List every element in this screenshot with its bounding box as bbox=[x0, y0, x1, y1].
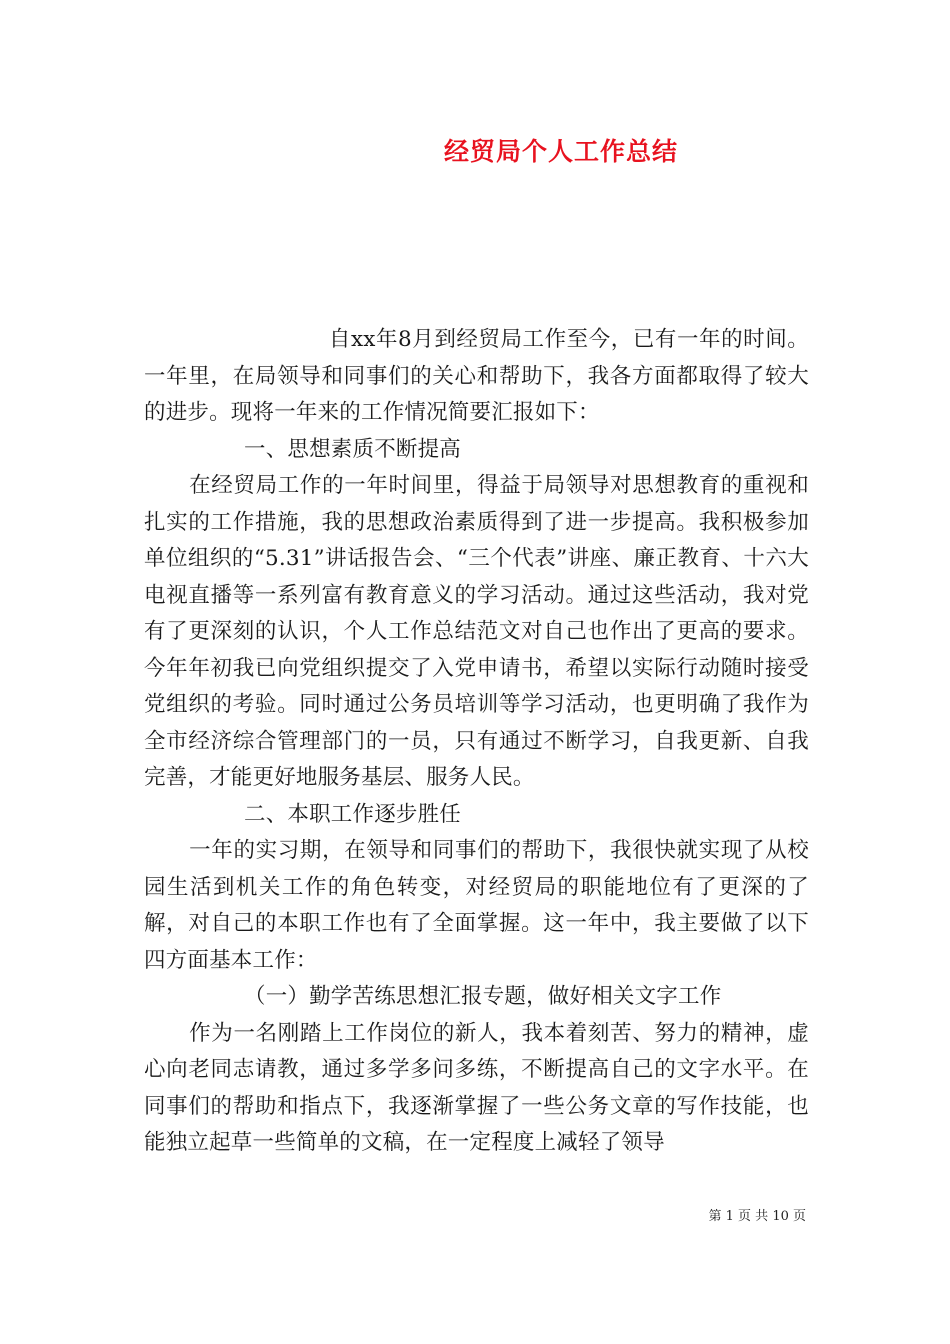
subsection-1-paragraph: 作为一名刚踏上工作岗位的新人，我本着刻苦、努力的精神，虚心向老同志请教，通过多学多问多练，不断提高自己的文字水平。在同事们的帮助和指点下，我逐渐掌握了一些公务文章的写作技能，也能独立起草一些简单的文稿，在一定程度上减轻了领导 bbox=[144, 1020, 809, 1155]
subsection-heading-1: （一）勤学苦练思想汇报专题，做好相关文字工作 bbox=[244, 984, 722, 1009]
section-heading-1: 一、思想素质不断提高 bbox=[244, 436, 462, 462]
document-title: 经贸局个人工作总结 bbox=[443, 137, 678, 166]
page-number-footer: 第 1 页 共 10 页 bbox=[708, 1209, 806, 1224]
document-body bbox=[144, 322, 809, 1162]
section-1-paragraph: 在经贸局工作的一年时间里，得益于局领导对思想教育的重视和扎实的工作措施，我的思想政治素质得到了进一步提高。我积极参加单位组织的“5.31”讲话报告会、“三个代表”讲座、廉正教育、十六大电视直播等一系列富有教育意义的学习活动。通过这些活动，我对党有了更深刻的认识，个人工作总结范文对自己也作出了更高的要求。今年年初我已向党组织提交了入党申请书，希望以实际行动随时接受党组织的考验。同时通过公务员培训等学习活动，也更明确了我作为全市经济综合管理部门的一员，只有通过不断学习，自我更新、自我完善，才能更好地服务基层、服务人民。 bbox=[144, 473, 809, 790]
intro-paragraph: 自xx年8月到经贸局工作至今，已有一年的时间。一年里，在局领导和同事们的关心和帮助下，我各方面都取得了较大的进步。现将一年来的工作情况简要汇报如下： bbox=[144, 327, 809, 425]
section-2-paragraph: 一年的实习期，在领导和同事们的帮助下，我很快就实现了从校园生活到机关工作的角色转变，对经贸局的职能地位有了更深的了解，对自己的本职工作也有了全面掌握。这一年中，我主要做了以下四方面基本工作： bbox=[144, 838, 809, 973]
section-heading-2: 二、本职工作逐步胜任 bbox=[244, 801, 462, 827]
